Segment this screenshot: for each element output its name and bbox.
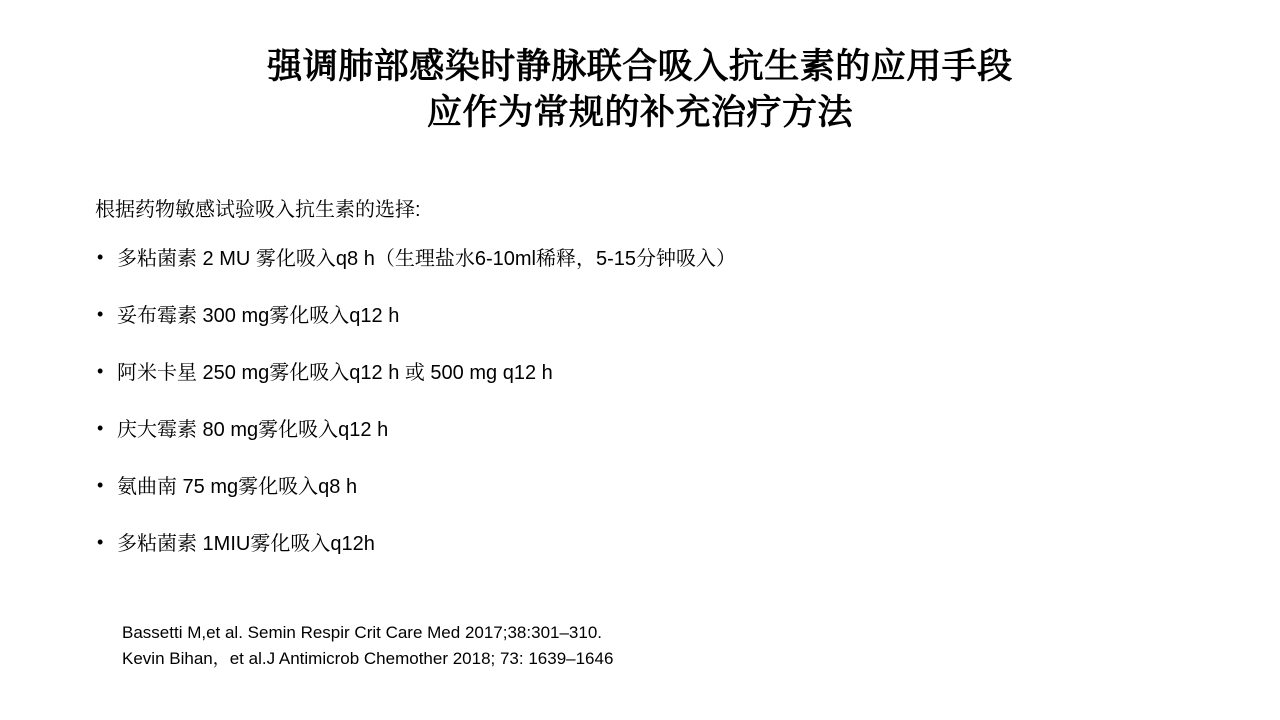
list-item: • 妥布霉素 300 mg雾化吸入q12 h — [95, 303, 1215, 330]
list-item: • 氨曲南 75 mg雾化吸入q8 h — [95, 474, 1215, 501]
slide-title — [60, 44, 1220, 135]
list-item: • 庆大霉素 80 mg雾化吸入q12 h — [95, 417, 1215, 444]
reference-block — [122, 620, 1172, 673]
list-item: • 多粘菌素 1MIU雾化吸入q12h — [95, 531, 1215, 558]
list-item: • 阿米卡星 250 mg雾化吸入q12 h 或 500 mg q12 h — [95, 360, 1215, 387]
list-item: • 多粘菌素 2 MU 雾化吸入q8 h（生理盐水6-10ml稀释，5-15分钟吸入） — [95, 246, 1215, 273]
reference-line: Bassetti M,et al. Semin Respir Crit Care Med 2017;38:301–310. — [122, 623, 603, 642]
reference-line: Kevin Bihan，et al.J Antimicrob Chemother 2018; 73: 1639–1646 — [122, 649, 614, 669]
bullet-list — [95, 246, 1215, 558]
intro-text: 根据药物敏感试验吸入抗生素的选择: — [95, 199, 421, 221]
slide-title-line-2: 应作为常规的补充治疗方法 — [426, 92, 853, 132]
slide-body — [95, 196, 1215, 588]
slide-title-line-1: 强调肺部感染时静脉联合吸入抗生素的应用手段 — [267, 47, 1013, 86]
